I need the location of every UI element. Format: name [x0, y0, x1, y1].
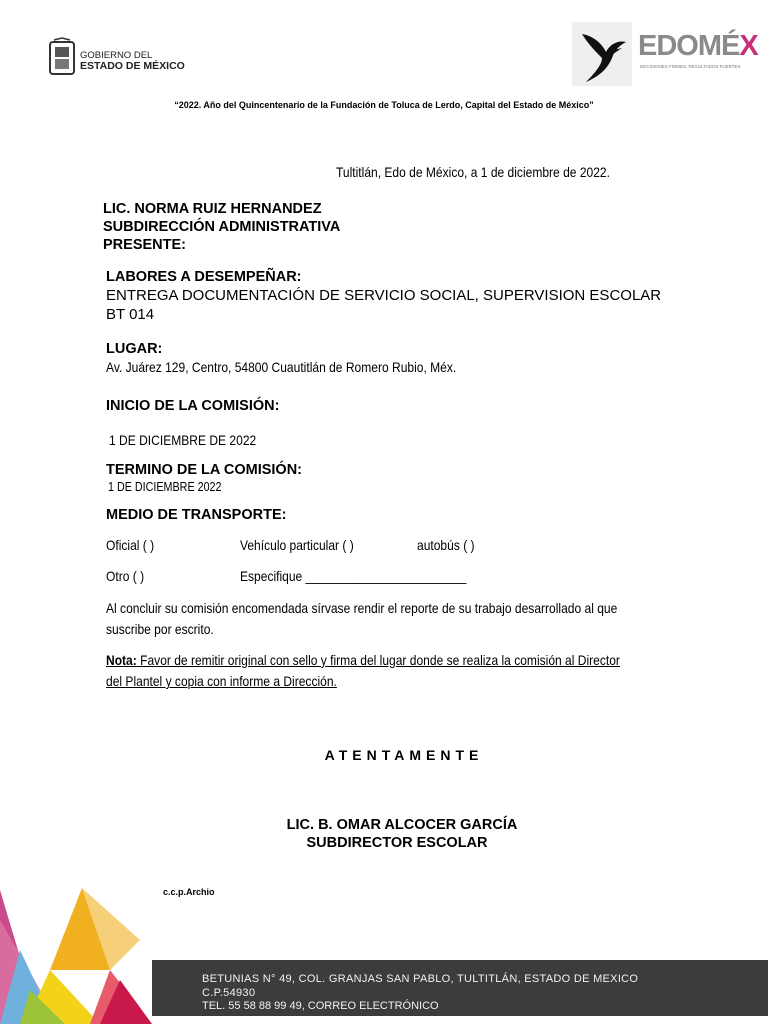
transporte-label: MEDIO DE TRANSPORTE:	[106, 507, 287, 523]
recipient-present: PRESENTE:	[103, 237, 186, 253]
decorative-triangles-graphic	[0, 880, 160, 1024]
ccp-note: c.c.p.Archio	[163, 887, 215, 897]
closing-atentamente: ATENTAMENTE	[324, 747, 484, 763]
nota-label: Nota:	[106, 652, 137, 668]
option-oficial: Oficial ( )	[106, 537, 155, 553]
gobierno-logo	[48, 38, 188, 80]
edomex-logo	[572, 22, 758, 88]
gov-line2: ESTADO DE MÉXICO	[80, 60, 185, 72]
gov-line1: GOBIERNO DEL	[80, 50, 153, 61]
option-otro: Otro ( )	[106, 568, 145, 584]
labores-line2: BT 014	[106, 306, 155, 323]
labores-line1: ENTREGA DOCUMENTACIÓN DE SERVICIO SOCIAL, SUPERVISION ESCOLAR	[106, 287, 662, 304]
termino-value: 1 DE DICIEMBRE 2022	[108, 480, 222, 494]
gobierno-wordmark	[80, 50, 185, 72]
signature-block	[0, 816, 768, 852]
hummingbird-icon	[572, 22, 632, 86]
recipient-dept: SUBDIRECCIÓN ADMINISTRATIVA	[103, 219, 341, 235]
footer-address-line1: BETUNIAS N° 49, COL. GRANJAS SAN PABLO, TULTITLÁN, ESTADO DE MEXICO	[202, 973, 639, 985]
year-motto: “2022. Año del Quincentenario de la Fundación de Toluca de Lerdo, Capital del Estado de México”	[174, 100, 594, 110]
instruccion-paragraph	[106, 598, 617, 640]
signer-title: SUBDIRECTOR ESCOLAR	[306, 835, 488, 851]
nota-line1: Favor de remitir original con sello y firma del lugar donde se realiza la comisión al Director	[136, 652, 620, 668]
recipient-block	[103, 200, 340, 254]
instruccion-line2: suscribe por escrito.	[106, 621, 214, 637]
termino-label: TERMINO DE LA COMISIÓN:	[106, 462, 303, 478]
edomex-tagline: DECISIONES FIRMES, RESULTADOS FUERTES	[640, 64, 741, 69]
inicio-value: 1 DE DICIEMBRE DE 2022	[109, 432, 257, 448]
instruccion-line1: Al concluir su comisión encomendada sírvase rendir el reporte de su trabajo desarrollado al que	[106, 600, 618, 616]
state-seal-icon	[48, 38, 76, 78]
inicio-label: INICIO DE LA COMISIÓN:	[106, 398, 280, 414]
option-especifique: Especifique ________________________	[240, 568, 467, 584]
labores-value	[106, 286, 661, 324]
edomex-wordmark: EDOMÉX	[638, 30, 758, 62]
footer-bar	[152, 960, 768, 1016]
place-date: Tultitlán, Edo de México, a 1 de diciembre de 2022.	[336, 164, 610, 180]
lugar-label: LUGAR:	[106, 341, 163, 357]
lugar-value: Av. Juárez 129, Centro, 54800 Cuautitlán de Romero Rubio, Méx.	[106, 359, 457, 375]
nota-line2: del Plantel y copia con informe a Dirección.	[106, 673, 337, 689]
labores-label: LABORES A DESEMPEÑAR:	[106, 269, 302, 285]
recipient-name: LIC. NORMA RUIZ HERNANDEZ	[103, 201, 322, 217]
option-autobus: autobús ( )	[417, 537, 475, 553]
footer-address-line2: C.P.54930	[202, 987, 256, 999]
nota-paragraph	[106, 650, 620, 692]
footer-address-line3: TEL. 55 58 88 99 49, CORREO ELECTRÓNICO	[202, 1000, 439, 1012]
footer-address	[202, 972, 638, 1000]
hummingbird-logo	[572, 22, 632, 86]
signer-name: LIC. B. OMAR ALCOCER GARCÍA	[286, 817, 518, 833]
option-particular: Vehículo particular ( )	[240, 537, 354, 553]
